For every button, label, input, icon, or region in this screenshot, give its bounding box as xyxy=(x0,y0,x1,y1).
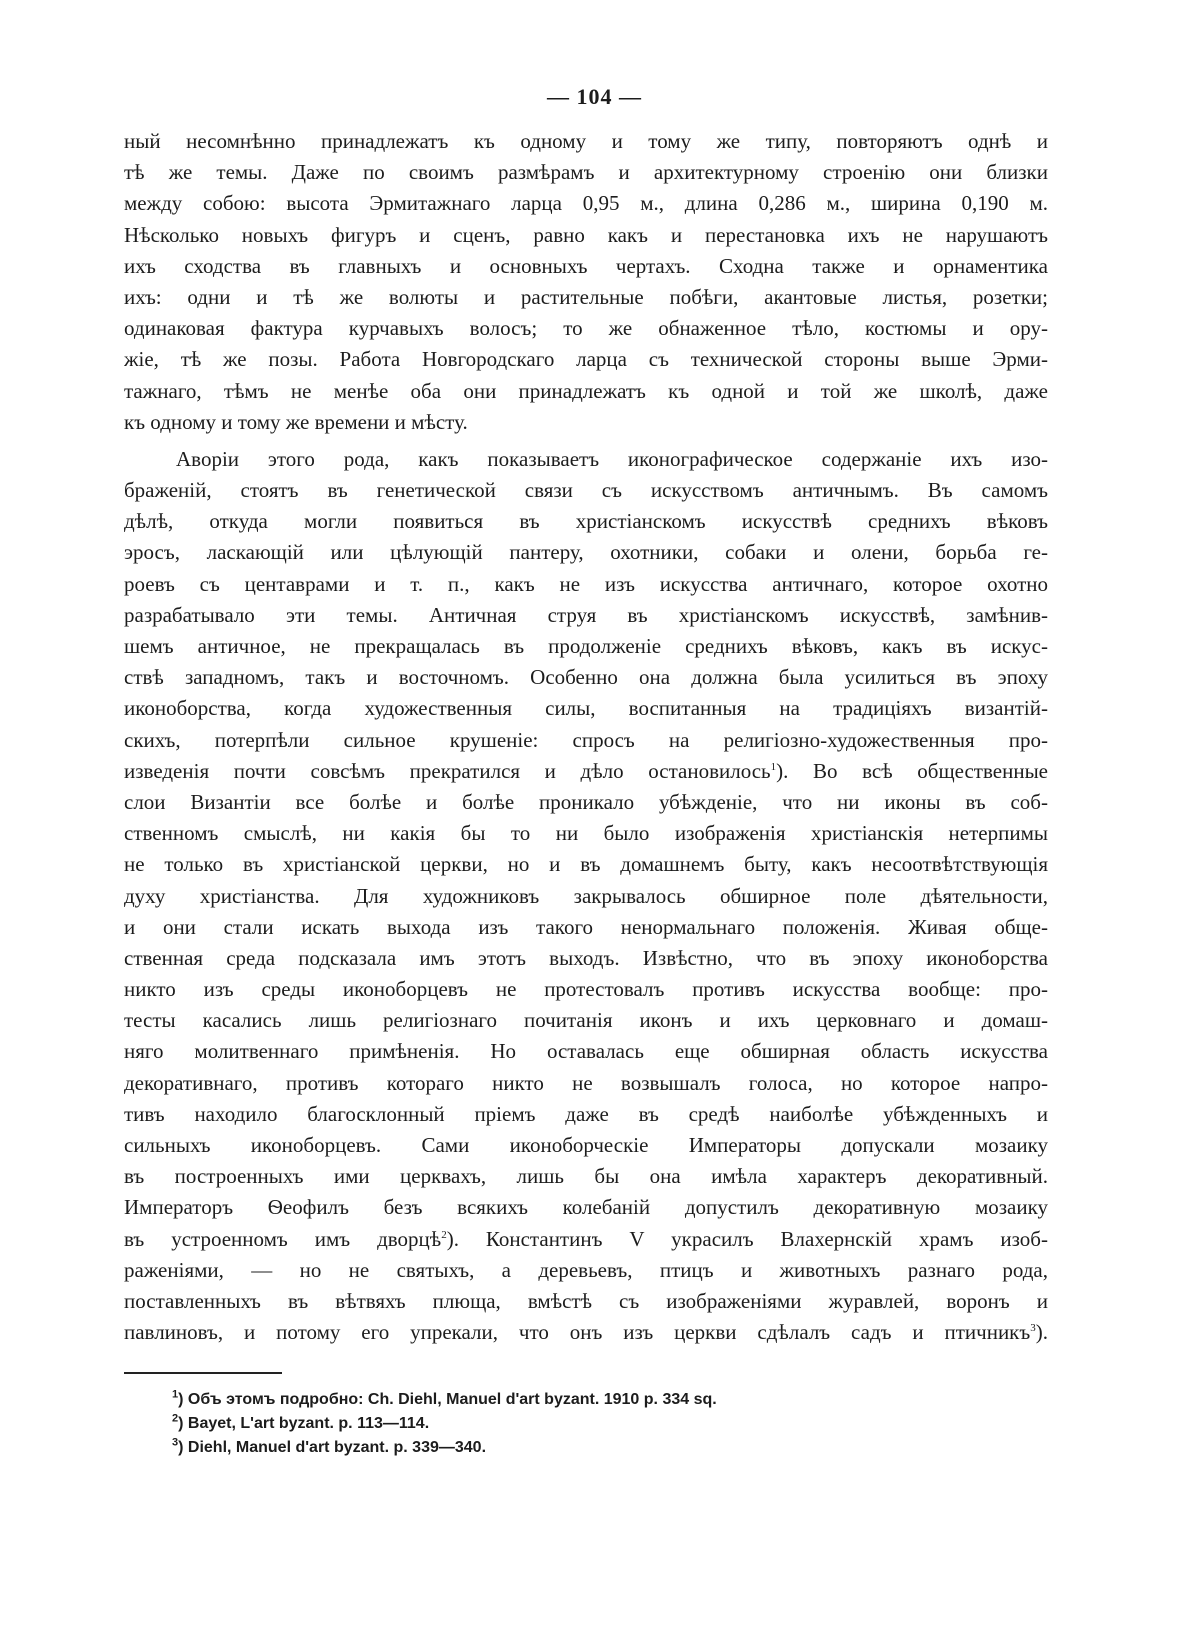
text-line: тесты касались лишь религіознаго почитанія иконъ и ихъ церковнаго и домаш- xyxy=(124,1008,1048,1033)
text-line: роевъ съ центаврами и т. п., какъ не изъ искусства античнаго, которое охотно xyxy=(124,571,1048,596)
text-line: дѣлѣ, откуда могли появиться въ христіанскомъ искусствѣ среднихъ вѣковъ xyxy=(124,509,1048,534)
text-line: тивъ находило благосклонный пріемъ даже въ средѣ наиболѣе убѣжденныхъ и xyxy=(124,1101,1048,1126)
text-line: ствѣ западномъ, такъ и восточномъ. Особенно она должна была усилиться въ эпоху xyxy=(124,665,1048,690)
body-text xyxy=(124,126,1048,1348)
text-line: никто изъ среды иконоборцевъ не протестовалъ противъ искусства вообще: про- xyxy=(124,977,1048,1002)
text-line: скихъ, потерпѣли сильное крушеніе: спросъ на религіозно-художественныя про- xyxy=(124,727,1048,752)
footnote-mark: 2 xyxy=(441,1228,447,1241)
text-segment: ). Константинъ V украсилъ Влахернскій храмъ изоб- xyxy=(446,1226,1048,1251)
text-line: Императоръ Ѳеофилъ безъ всякихъ колебаній допустилъ декоративную мозаику xyxy=(124,1195,1048,1220)
text-line: ихъ: одни и тѣ же волюты и растительные побѣги, акантовые листья, розетки; xyxy=(124,284,1048,309)
text-line: Нѣсколько новыхъ фигуръ и сценъ, равно какъ и перестановка ихъ не нарушаютъ xyxy=(124,222,1048,247)
text-line: слои Византіи все болѣе и болѣе проникало убѣжденіе, что ни иконы въ соб- xyxy=(124,789,1048,814)
footnote-mark: 3 xyxy=(1030,1322,1036,1335)
text-line: не только въ христіанской церкви, но и въ домашнемъ быту, какъ несоотвѣтствующія xyxy=(124,852,1048,877)
footnote xyxy=(172,1412,992,1436)
text-line-with-footnote xyxy=(124,756,1048,787)
text-line: въ построенныхъ ими церквахъ, лишь бы она имѣла характеръ декоративный. xyxy=(124,1164,1048,1189)
text-line: браженій, стоятъ въ генетической связи съ искусствомъ античнымъ. Въ самомъ xyxy=(124,478,1048,503)
text-line: ственномъ смыслѣ, ни какія бы то ни было изображенія христіанскія нетерпимы xyxy=(124,821,1048,846)
footnote xyxy=(172,1388,992,1412)
text-segment: павлиновъ, и потому его упрекали, что онъ изъ церкви сдѣлалъ садъ и птичникъ xyxy=(124,1320,1031,1345)
text-segment: изведенія почти совсѣмъ прекратился и дѣло остановилось xyxy=(124,758,771,783)
text-line: шемъ античное, не прекращалась въ продолженіе среднихъ вѣковъ, какъ въ искус- xyxy=(124,634,1048,658)
text-line: къ одному и тому же времени и мѣсту. xyxy=(124,409,468,434)
text-line: эросъ, ласкающій или цѣлующій пантеру, охотники, собаки и олени, борьба ге- xyxy=(124,540,1048,565)
text-line: ихъ сходства въ главныхъ и основныхъ чертахъ. Сходна также и орнаментика xyxy=(124,253,1048,278)
text-line: жіе, тѣ же позы. Работа Новгородскаго ларца съ технической стороны выше Эрми- xyxy=(124,347,1048,372)
text-line: одинаковая фактура курчавыхъ волосъ; то же обнаженное тѣло, костюмы и ору- xyxy=(124,316,1048,341)
footnote-text: ) Объ этомъ подробно: Ch. Diehl, Manuel d'art byzant. 1910 p. 334 sq. xyxy=(178,1391,717,1408)
footnote-text: ) Diehl, Manuel d'art byzant. p. 339—340. xyxy=(178,1439,487,1456)
text-line: няго молитвеннаго примѣненія. Но оставалась еще обширная область искусства xyxy=(124,1039,1048,1064)
text-line: поставленныхъ въ вѣтвяхъ плюща, вмѣстѣ съ изображеніями журавлей, воронъ и xyxy=(124,1288,1048,1313)
footnote-text: ) Bayet, L'art byzant. p. 113—114. xyxy=(178,1415,430,1432)
text-line: ственная среда подсказала имъ этотъ выходъ. Извѣстно, что въ эпоху иконоборства xyxy=(124,945,1048,970)
page-number: — 104 — xyxy=(547,84,642,109)
footnote-number: 2 xyxy=(172,1412,179,1425)
text-line: и они стали искать выхода изъ такого ненормальнаго положенія. Живая обще- xyxy=(124,914,1048,939)
footnote-number: 1 xyxy=(172,1388,179,1401)
footnotes xyxy=(172,1388,992,1460)
text-line-with-footnote xyxy=(124,1317,1048,1348)
text-line: сильныхъ иконоборцевъ. Сами иконоборческіе Императоры допускали мозаику xyxy=(124,1133,1048,1157)
text-line: иконоборства, когда художественныя силы, воспитанныя на традиціяхъ византій- xyxy=(124,696,1048,721)
footnote xyxy=(172,1436,992,1460)
footnote-number: 3 xyxy=(172,1436,179,1449)
text-line: раженіями, — но не святыхъ, а деревьевъ, птицъ и животныхъ разнаго рода, xyxy=(124,1257,1048,1282)
text-segment: въ устроенномъ имъ дворцѣ xyxy=(124,1226,442,1251)
text-line: ный несомнѣнно принадлежатъ къ одному и тому же типу, повторяютъ однѣ и xyxy=(124,129,1048,153)
text-line: Аворіи этого рода, какъ показываетъ иконографическое содержаніе ихъ изо- xyxy=(176,446,1048,471)
text-line: тѣ же темы. Даже по своимъ размѣрамъ и архитектурному строенію они близки xyxy=(124,160,1048,185)
text-line: тажнаго, тѣмъ не менѣе оба они принадлежатъ къ одной и той же школѣ, даже xyxy=(124,378,1048,403)
footnote-separator xyxy=(124,1372,282,1374)
text-segment: ). Во всѣ общественные xyxy=(776,758,1048,783)
text-line: духу христіанства. Для художниковъ закрывалось обширное поле дѣятельности, xyxy=(124,883,1048,908)
text-line-with-footnote xyxy=(124,1224,1048,1255)
text-segment: ). xyxy=(1035,1320,1048,1345)
text-line: между собою: высота Эрмитажнаго ларца 0,95 м., длина 0,286 м., ширина 0,190 м. xyxy=(124,191,1048,216)
footnote-mark: 1 xyxy=(770,760,777,773)
text-line: разрабатывало эти темы. Античная струя въ христіанскомъ искусствѣ, замѣнив- xyxy=(124,602,1048,627)
text-line: декоративнаго, противъ котораго никто не возвышалъ голоса, но которое напро- xyxy=(124,1070,1048,1095)
